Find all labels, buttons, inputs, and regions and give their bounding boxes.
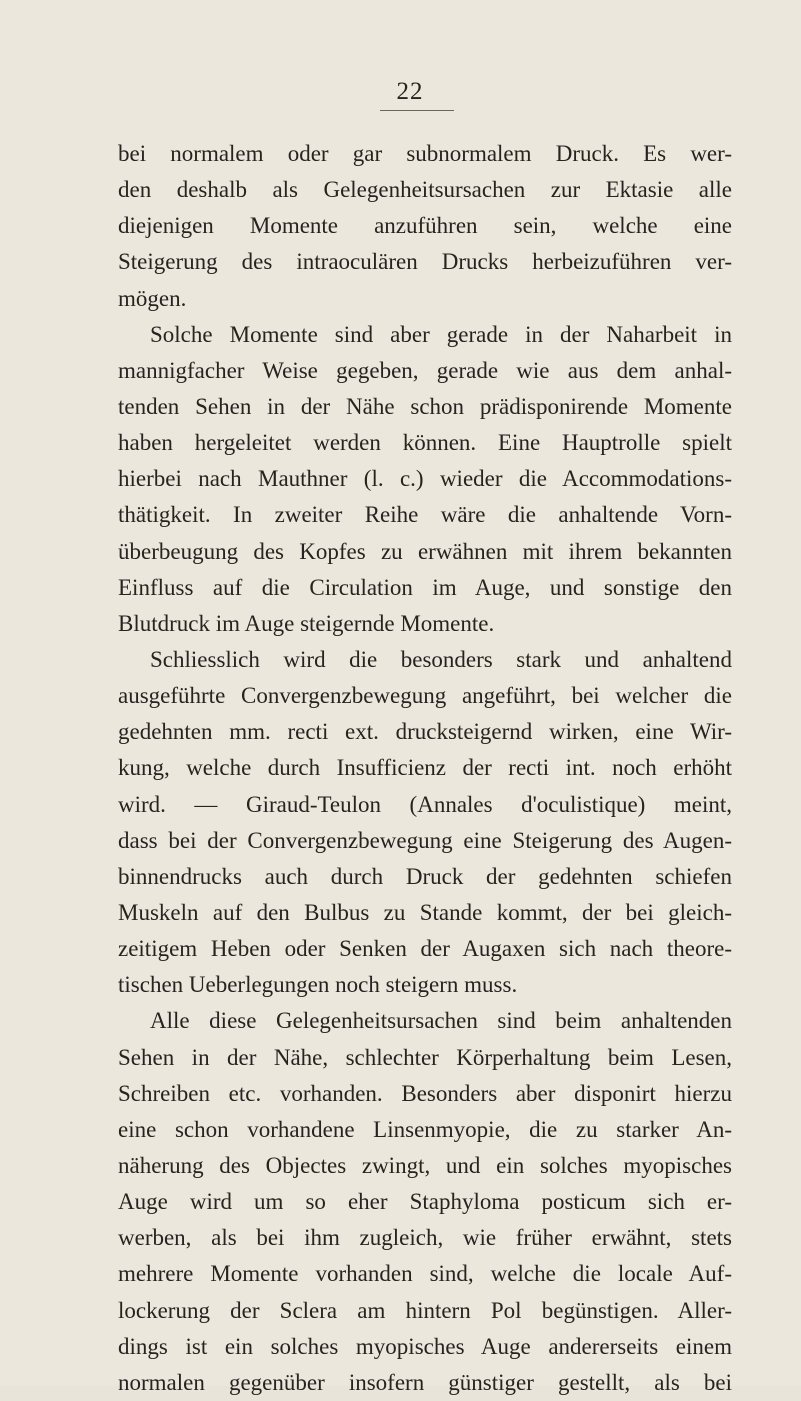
text-line: Blutdruck im Auge steigernde Momente. <box>118 610 495 636</box>
text-line: näherung des Objectes zwingt, und ein solches myopisches <box>118 1152 732 1178</box>
text-line: tenden Sehen in der Nähe schon prädisponirende Momente <box>118 393 732 419</box>
text-line: mögen. <box>118 285 187 311</box>
text-line: Steigerung des intraoculären Drucks herbeizuführen ver- <box>118 249 732 275</box>
text-line: gedehnten mm. recti ext. drucksteigernd wirken, eine Wir- <box>118 719 732 745</box>
text-line: dings ist ein solches myopisches Auge andererseits einem <box>118 1333 732 1359</box>
text-line: lockerung der Sclera am hintern Pol begünstigen. Aller- <box>118 1297 732 1323</box>
text-line: binnendrucks auch durch Druck der gedehnten schiefen <box>118 863 732 889</box>
text-line: eine schon vorhandene Linsenmyopie, die zu starker An- <box>118 1116 732 1142</box>
text-line: hierbei nach Mauthner (l. c.) wieder die Accommodations- <box>118 466 732 492</box>
text-line: bei normalem oder gar subnormalem Druck. Es wer- <box>118 141 732 166</box>
text-line: den deshalb als Gelegenheitsursachen zur Ektasie alle <box>118 177 732 203</box>
text-line: wird. — Giraud-Teulon (Annales d'oculistique) meint, <box>118 791 732 817</box>
text-line: haben hergeleitet werden können. Eine Hauptrolle spielt <box>118 430 732 456</box>
text-line: normalen gegenüber insofern günstiger gestellt, als bei <box>118 1369 732 1395</box>
text-line: überbeugung des Kopfes zu erwähnen mit ihrem bekannten <box>118 538 732 564</box>
text-line: Schliesslich wird die besonders stark und anhaltend <box>150 646 732 672</box>
text-line: Solche Momente sind aber gerade in der Naharbeit in <box>150 321 732 347</box>
text-line: mannigfacher Weise gegeben, gerade wie aus dem anhal- <box>118 357 732 383</box>
text-line: mehrere Momente vorhanden sind, welche die locale Auf- <box>118 1261 732 1287</box>
text-line: ausgeführte Convergenzbewegung angeführt, bei welcher die <box>118 683 732 709</box>
page-number: 22 <box>396 78 424 105</box>
text-line: Auge wird um so eher Staphyloma posticum sich er- <box>118 1189 732 1215</box>
page-number-rule <box>380 110 454 111</box>
text-line: kung, welche durch Insufficienz der recti int. noch erhöht <box>118 755 732 781</box>
text-line: Muskeln auf den Bulbus zu Stande kommt, der bei gleich- <box>118 899 732 925</box>
body-text <box>118 136 732 1401</box>
text-line: werben, als bei ihm zugleich, wie früher erwähnt, stets <box>118 1225 732 1251</box>
text-line: Alle diese Gelegenheitsursachen sind beim anhaltenden <box>150 1008 732 1034</box>
text-line: Sehen in der Nähe, schlechter Körperhaltung beim Lesen, <box>118 1044 732 1070</box>
text-line: Schreiben etc. vorhanden. Besonders aber disponirt hierzu <box>118 1080 732 1106</box>
text-line: zeitigem Heben oder Senken der Augaxen sich nach theore- <box>118 936 732 962</box>
text-line: diejenigen Momente anzuführen sein, welche eine <box>118 213 732 239</box>
text-line: tischen Ueberlegungen noch steigern muss. <box>118 972 518 998</box>
text-line: Einfluss auf die Circulation im Auge, und sonstige den <box>118 574 732 600</box>
text-line: dass bei der Convergenzbewegung eine Steigerung des Augen- <box>118 827 732 853</box>
text-line: thätigkeit. In zweiter Reihe wäre die anhaltende Vorn- <box>118 502 732 528</box>
